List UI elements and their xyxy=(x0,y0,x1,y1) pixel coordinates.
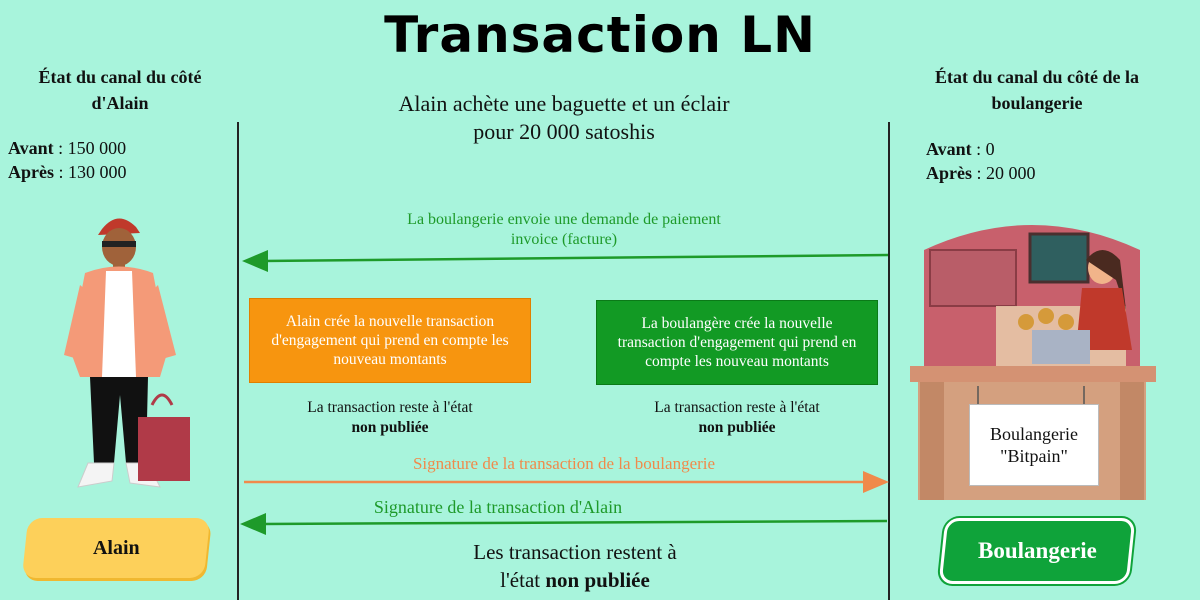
final-status-line1: Les transaction restent à xyxy=(473,540,677,564)
bakery-label xyxy=(939,518,1136,584)
bakery-label-text: Boulangerie xyxy=(977,538,1097,563)
alain-commitment-box: Alain crée la nouvelle transaction d'engagement qui prend en compte les nouveau montants xyxy=(249,298,531,383)
after-label: Après xyxy=(926,163,972,183)
bakery-commitment-box: La boulangère crée la nouvelle transaction d'engagement qui prend en compte les nouveau montants xyxy=(596,300,878,385)
after-value: : 130 000 xyxy=(54,162,127,182)
bakery-status xyxy=(596,398,878,438)
alain-signature-label: Signature de la transaction d'Alain xyxy=(373,497,623,517)
final-status xyxy=(240,538,910,594)
before-label: Avant xyxy=(926,139,972,159)
shop-sign-line1: Boulangerie xyxy=(990,424,1078,444)
invoice-arrow xyxy=(242,250,888,272)
before-value: : 150 000 xyxy=(53,138,127,158)
before-label: Avant xyxy=(8,138,54,158)
status-bold: non publiée xyxy=(351,419,429,436)
bakery-channel-heading: État du canal du côté de la boulangerie xyxy=(934,67,1139,113)
alain-channel-heading: État du canal du côté d'Alain xyxy=(38,67,202,113)
status-text: La transaction reste à l'état xyxy=(654,399,820,416)
status-bold: non publiée xyxy=(698,419,776,436)
after-label: Après xyxy=(8,162,54,182)
headline-line2: pour 20 000 satoshis xyxy=(473,119,655,144)
final-status-line2: l'état non publiée xyxy=(500,568,650,592)
headline-line1: Alain achète une baguette et un éclair xyxy=(398,91,730,116)
diagram-title: Transaction LN xyxy=(384,6,816,64)
before-value: : 0 xyxy=(971,139,995,159)
alain-label xyxy=(22,518,210,578)
bakery-signature-label: Signature de la transaction de la boulangerie xyxy=(412,454,716,473)
shop-sign xyxy=(969,404,1099,486)
status-text: La transaction reste à l'état xyxy=(307,399,473,416)
bakery-signature-arrow xyxy=(244,471,889,493)
alain-label-text: Alain xyxy=(92,536,140,559)
invoice-line1: La boulangerie envoie une demande de paiement xyxy=(407,211,721,228)
shop-sign-line2: "Bitpain" xyxy=(1000,446,1068,466)
invoice-line2: invoice (facture) xyxy=(510,231,618,248)
alain-person-icon xyxy=(50,205,200,500)
alain-status xyxy=(249,398,531,438)
after-value: : 20 000 xyxy=(972,163,1036,183)
